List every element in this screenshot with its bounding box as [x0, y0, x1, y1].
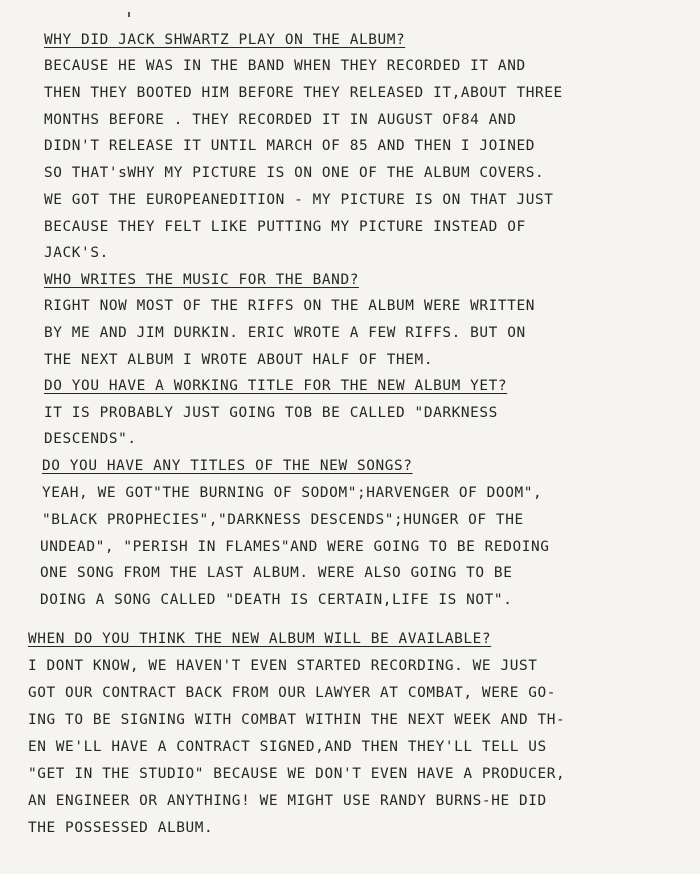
- answer-line: YEAH, WE GOT"THE BURNING OF SODOM";HARVENGER OF DOOM",: [42, 485, 543, 501]
- answer-line: MONTHS BEFORE . THEY RECORDED IT IN AUGUST OF84 AND: [44, 112, 517, 128]
- answer-line: DIDN'T RELEASE IT UNTIL MARCH OF 85 AND THEN I JOINED: [44, 138, 535, 154]
- answer-line: BY ME AND JIM DURKIN. ERIC WROTE A FEW RIFFS. BUT ON: [44, 325, 526, 341]
- answer-line: JACK'S.: [44, 245, 109, 261]
- question-line: WHO WRITES THE MUSIC FOR THE BAND?: [44, 272, 359, 288]
- answer-line: WE GOT THE EUROPEANEDITION - MY PICTURE IS ON THAT JUST: [44, 192, 554, 208]
- question-line: DO YOU HAVE A WORKING TITLE FOR THE NEW ALBUM YET?: [44, 378, 508, 394]
- question-line: WHY DID JACK SHWARTZ PLAY ON THE ALBUM?: [44, 32, 406, 48]
- answer-line: IT IS PROBABLY JUST GOING TOB BE CALLED "DARKNESS: [44, 405, 498, 421]
- answer-line: EN WE'LL HAVE A CONTRACT SIGNED,AND THEN THEY'LL TELL US: [28, 739, 547, 755]
- answer-line: I DONT KNOW, WE HAVEN'T EVEN STARTED RECORDING. WE JUST: [28, 658, 538, 674]
- answer-line: BECAUSE HE WAS IN THE BAND WHEN THEY RECORDED IT AND: [44, 58, 526, 74]
- answer-line: ING TO BE SIGNING WITH COMBAT WITHIN THE NEXT WEEK AND TH-: [28, 712, 566, 728]
- answer-line: UNDEAD", "PERISH IN FLAMES"AND WERE GOING TO BE REDOING: [40, 539, 550, 555]
- answer-line: DESCENDS".: [44, 431, 137, 447]
- stray-ink-mark: [128, 12, 130, 17]
- question-line: DO YOU HAVE ANY TITLES OF THE NEW SONGS?: [42, 458, 413, 474]
- answer-line: SO THAT'sWHY MY PICTURE IS ON ONE OF THE ALBUM COVERS.: [44, 165, 545, 181]
- answer-line: "GET IN THE STUDIO" BECAUSE WE DON'T EVEN HAVE A PRODUCER,: [28, 766, 566, 782]
- answer-line: AN ENGINEER OR ANYTHING! WE MIGHT USE RANDY BURNS-HE DID: [28, 793, 547, 809]
- question-line: WHEN DO YOU THINK THE NEW ALBUM WILL BE AVAILABLE?: [28, 631, 492, 647]
- answer-line: THE POSSESSED ALBUM.: [28, 820, 214, 836]
- answer-line: ONE SONG FROM THE LAST ALBUM. WERE ALSO GOING TO BE: [40, 565, 513, 581]
- answer-line: GOT OUR CONTRACT BACK FROM OUR LAWYER AT COMBAT, WERE GO-: [28, 685, 557, 701]
- answer-line: BECAUSE THEY FELT LIKE PUTTING MY PICTURE INSTEAD OF: [44, 219, 526, 235]
- answer-line: DOING A SONG CALLED "DEATH IS CERTAIN,LIFE IS NOT".: [40, 592, 513, 608]
- answer-line: "BLACK PROPHECIES","DARKNESS DESCENDS";HUNGER OF THE: [42, 512, 524, 528]
- answer-line: THE NEXT ALBUM I WROTE ABOUT HALF OF THEM.: [44, 352, 434, 368]
- answer-line: RIGHT NOW MOST OF THE RIFFS ON THE ALBUM WERE WRITTEN: [44, 298, 535, 314]
- answer-line: THEN THEY BOOTED HIM BEFORE THEY RELEASED IT,ABOUT THREE: [44, 85, 563, 101]
